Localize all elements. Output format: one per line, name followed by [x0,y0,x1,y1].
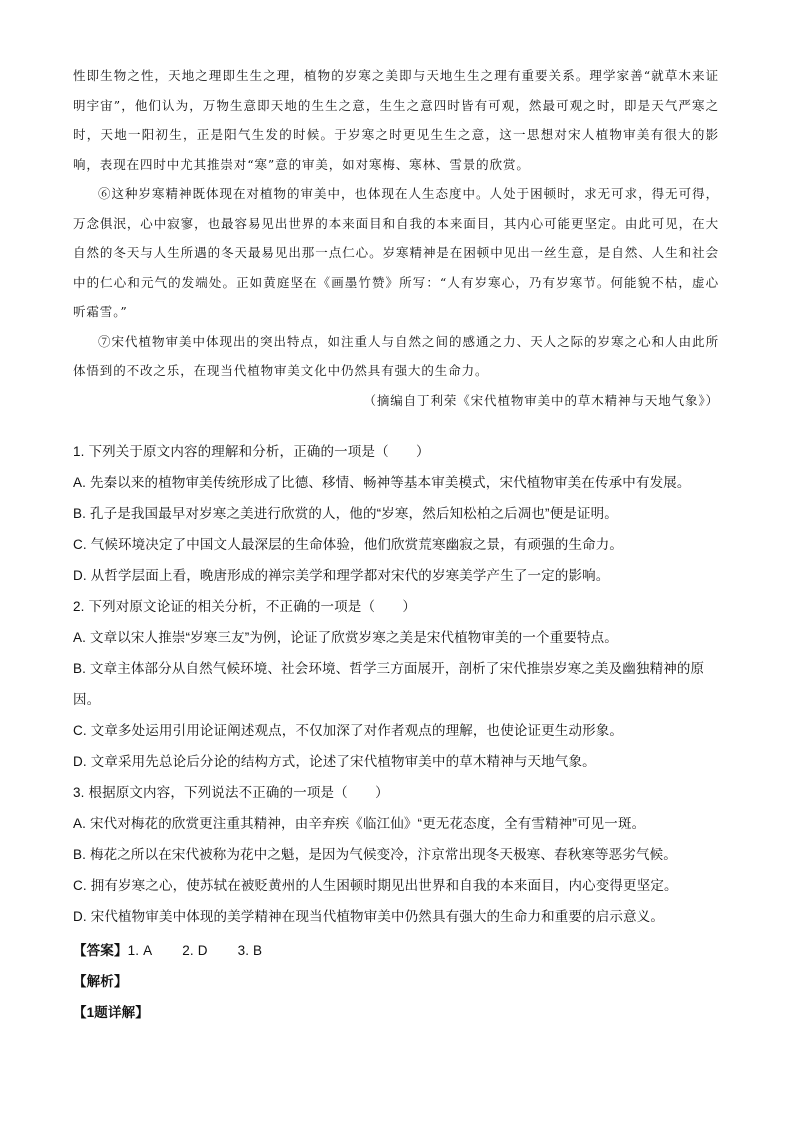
question-stem: 2. 下列对原文论证的相关分析，不正确的一项是（ ） [73,599,417,614]
question-stem: 3. 根据原文内容，下列说法不正确的一项是（ ） [73,785,389,800]
question-3 [73,777,723,932]
question-stem: 1. 下列关于原文内容的理解和分析，正确的一项是（ ） [73,444,430,459]
passage-paragraph-5-tail: 性即生物之性，天地之理即生生之理，植物的岁寒之美即与天地生生之理有重要关系。理学家善“就草木来证明宇宙”，他们认为，万物生意即天地的生生之意，生生之意四时皆有可观，然最可观之时，即是天气严寒之时，天地一阳初生，正是阳气生发的时候。于岁寒之时更见生生之意，这一思想对宋人植物审美有很大的影响，表现在四时中尤其推崇对“寒”意的审美，如对寒梅、寒林、雪景的欣赏。 [73,68,719,172]
question-list [73,436,723,932]
answer-item-3: 3. B [237,943,263,958]
reading-passage [73,61,719,415]
answer-item-1: 1. A [127,943,153,958]
question-1 [73,436,723,591]
answer-section [73,935,723,1028]
option-b: B. 梅花之所以在宋代被称为花中之魁，是因为气候变冷，汴京常出现冬天极寒、春秋寒等恶劣气候。 [73,847,677,862]
question-2 [73,591,723,777]
answer-item-2: 2. D [182,943,208,958]
option-d: D. 从哲学层面上看，晚唐形成的禅宗美学和理学都对宋代的岁寒美学产生了一定的影响。 [73,568,610,583]
option-a: A. 宋代对梅花的欣赏更注重其精神，由辛弃疾《临江仙》“更无花态度，全有雪精神”可见一斑。 [73,816,646,831]
option-c: C. 气候环境决定了中国文人最深层的生命体验，他们欣赏荒寒幽寂之景，有顽强的生命力。 [73,537,624,552]
question-1-detail-label: 【1题详解】 [73,1005,149,1020]
answer-label: 【答案】 [73,943,128,958]
analysis-label: 【解析】 [73,974,128,989]
option-a: A. 文章以宋人推崇“岁寒三友”为例，论证了欣赏岁寒之美是宋代植物审美的一个重要特点。 [73,630,618,645]
option-d: D. 文章采用先总论后分论的结构方式，论述了宋代植物审美中的草木精神与天地气象。 [73,754,596,769]
answer-line [73,935,723,966]
passage-paragraph-6: ⑥这种岁寒精神既体现在对植物的审美中，也体现在人生态度中。人处于困顿时，求无可求，得无可得，万念俱泯，心中寂寥，也最容易见出世界的本来面目和自我的本来面目，其内心可能更坚定。由此可见，在大自然的冬天与人生所遇的冬天最易见出那一点仁心。岁寒精神是在困顿中见出一丝生意，是自然、人生和社会中的仁心和元气的发端处。正如黄庭坚在《画墨竹赞》所写：“人有岁寒心，乃有岁寒节。何能貌不枯，虚心听霜雪。” [73,186,719,319]
passage-source: （摘编自丁利荣《宋代植物审美中的草木精神与天地气象》） [363,392,719,408]
option-b: B. 孔子是我国最早对岁寒之美进行欣赏的人，他的“岁寒，然后知松柏之后凋也”便是证明。 [73,506,618,521]
option-c: C. 文章多处运用引用论证阐述观点，不仅加深了对作者观点的理解，也使论证更生动形象。 [73,723,624,738]
option-c: C. 拥有岁寒之心，使苏轼在被贬黄州的人生困顿时期见出世界和自我的本来面目，内心变得更坚定。 [73,878,678,893]
option-d: D. 宋代植物审美中体现的美学精神在现当代植物审美中仍然具有强大的生命力和重要的启示意义。 [73,909,664,924]
passage-paragraph-7: ⑦宋代植物审美中体现出的突出特点，如注重人与自然之间的感通之力、天人之际的岁寒之心和人由此所体悟到的不改之乐，在现当代植物审美文化中仍然具有强大的生命力。 [73,333,719,378]
option-a: A. 先秦以来的植物审美传统形成了比德、移情、畅神等基本审美模式，宋代植物审美在传承中有发展。 [73,475,691,490]
option-b: B. 文章主体部分从自然气候环境、社会环境、哲学三方面展开，剖析了宋代推崇岁寒之美及幽独精神的原因。 [73,661,705,707]
